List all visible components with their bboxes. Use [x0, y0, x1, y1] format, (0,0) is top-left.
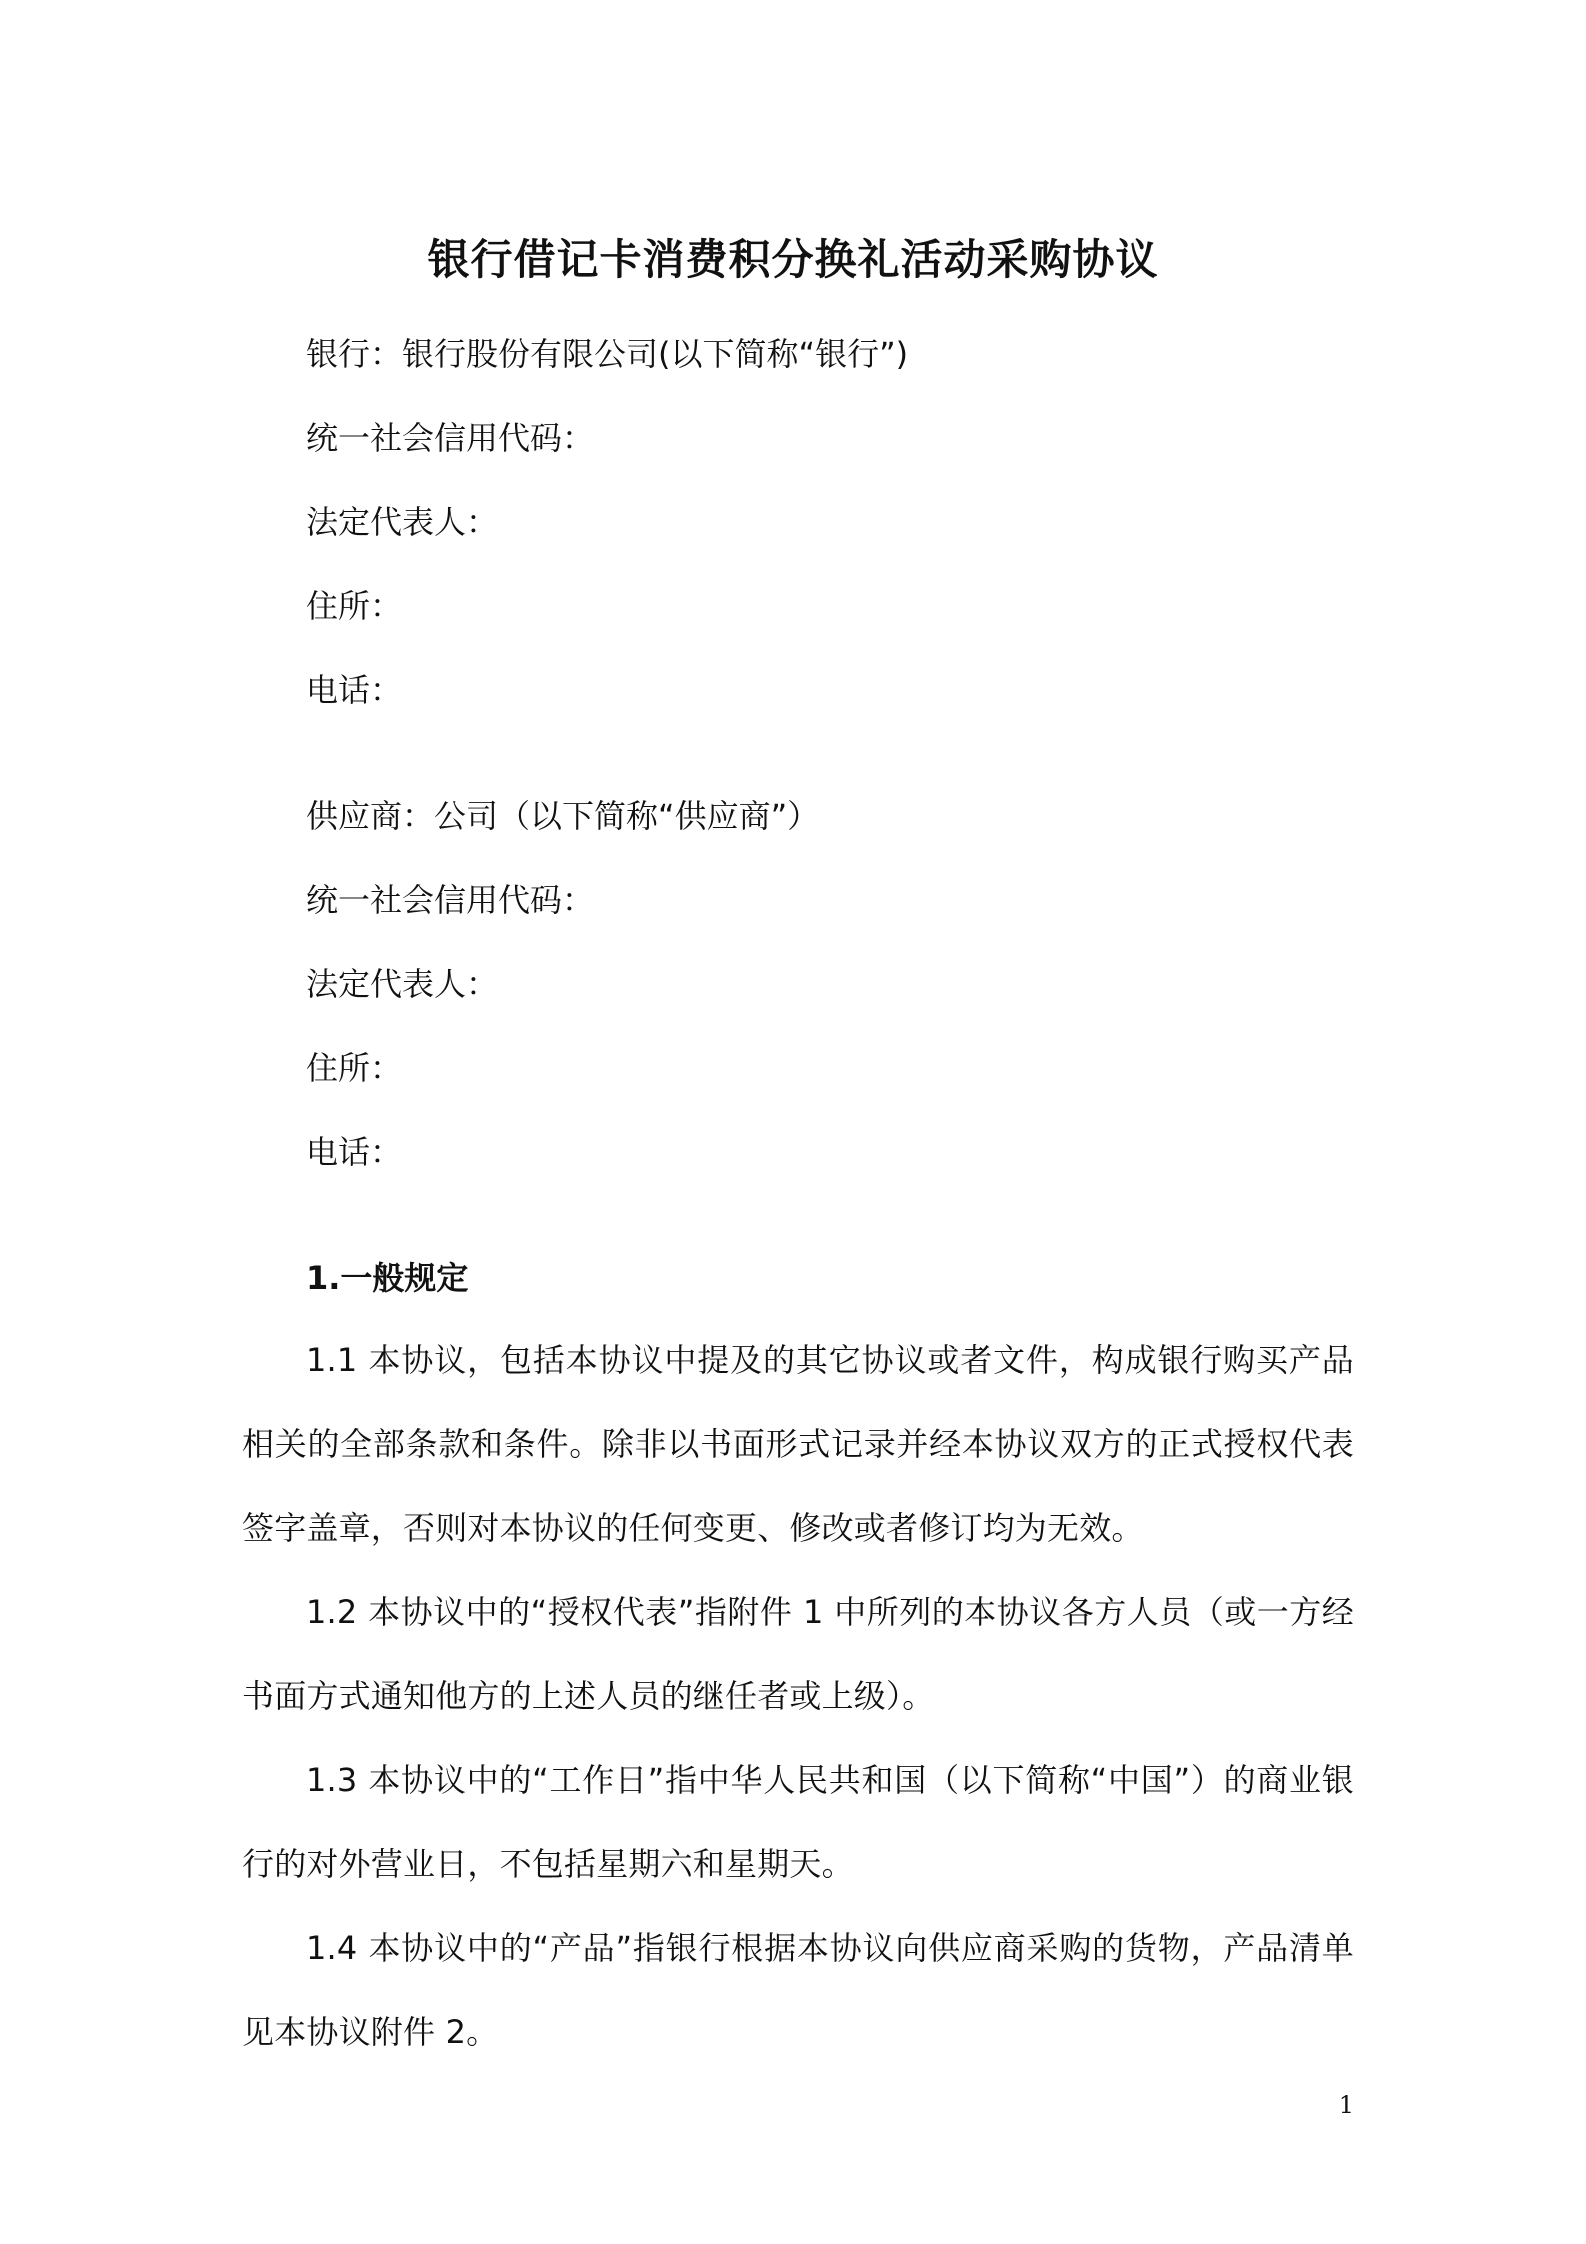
supplier-credit-code-label: 统一社会信用代码： [306, 881, 595, 919]
clause-1-2: 1.2 本协议中的“授权代表”指附件 1 中所列的本协议各方人员（或一方经书面方式通知他方的上述人员的继任者或上级）。 [242, 1593, 1354, 1715]
bank-name-line: 银行：银行股份有限公司(以下简称“银行”) [306, 335, 909, 373]
supplier-legal-rep-label: 法定代表人： [306, 965, 499, 1003]
supplier-address-label: 住所： [306, 1049, 403, 1087]
supplier-phone-label: 电话： [306, 1133, 403, 1171]
document-title: 银行借记卡消费积分换礼活动采购协议 [427, 235, 1159, 284]
bank-credit-code-label: 统一社会信用代码： [306, 419, 595, 457]
bank-phone-label: 电话： [306, 671, 403, 709]
bank-address-label: 住所： [306, 587, 403, 625]
supplier-name-line: 供应商：公司（以下简称“供应商”） [306, 797, 820, 835]
bank-legal-rep-label: 法定代表人： [306, 503, 499, 541]
clause-1-4: 1.4 本协议中的“产品”指银行根据本协议向供应商采购的货物，产品清单见本协议附件 2。 [242, 1929, 1354, 2051]
page-number: 1 [1338, 2091, 1354, 2119]
section-heading: 1.一般规定 [306, 1259, 469, 1297]
clause-1-3: 1.3 本协议中的“工作日”指中华人民共和国（以下简称“中国”）的商业银行的对外营业日，不包括星期六和星期天。 [242, 1761, 1354, 1883]
clause-1-1: 1.1 本协议，包括本协议中提及的其它协议或者文件，构成银行购买产品相关的全部条款和条件。除非以书面形式记录并经本协议双方的正式授权代表签字盖章，否则对本协议的任何变更、修改或者修订均为无效。 [242, 1341, 1354, 1547]
